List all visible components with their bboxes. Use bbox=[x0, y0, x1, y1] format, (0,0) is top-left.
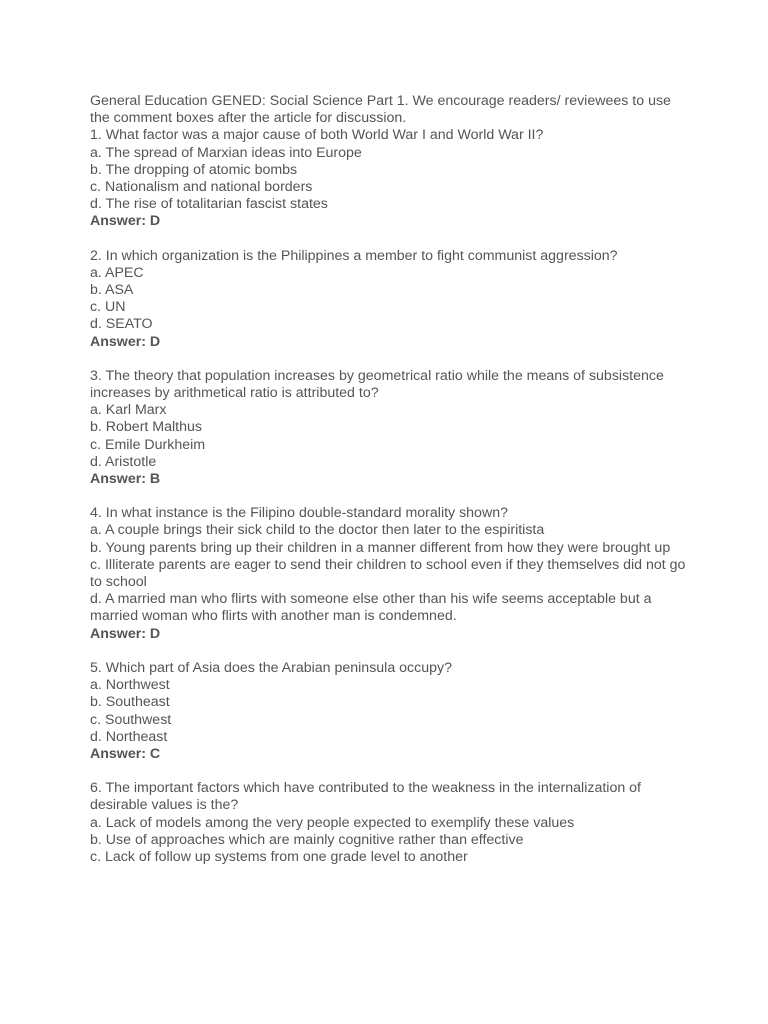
answer-key: Answer: D bbox=[90, 213, 161, 230]
intro-paragraph: General Education GENED: Social Science Part 1. We encourage readers/ reviewees to use the comment boxes after the article for discussion. bbox=[90, 93, 671, 127]
answer-option: c. Illiterate parents are eager to send their children to school even if they themselves did not go to school bbox=[90, 556, 686, 591]
question-block bbox=[90, 780, 690, 866]
answer-key: Answer: D bbox=[90, 333, 161, 350]
answer-option: b. Southeast bbox=[90, 694, 170, 711]
answer-option: b. Young parents bring up their children in a manner different from how they were brought up bbox=[90, 539, 671, 556]
answer-option: d. Aristotle bbox=[90, 453, 157, 470]
answer-option: a. Northwest bbox=[90, 677, 170, 694]
question-block bbox=[90, 248, 690, 351]
answer-option: c. Southwest bbox=[90, 711, 172, 728]
answer-option: a. Karl Marx bbox=[90, 402, 167, 419]
question-block bbox=[90, 368, 690, 488]
answer-key: Answer: B bbox=[90, 471, 161, 488]
answer-option: a. A couple brings their sick child to the doctor then later to the espiritista bbox=[90, 522, 545, 539]
answer-option: a. Lack of models among the very people expected to exemplify these values bbox=[90, 814, 575, 831]
answer-option: a. APEC bbox=[90, 264, 144, 281]
answer-option: c. Emile Durkheim bbox=[90, 436, 206, 453]
answer-option: a. The spread of Marxian ideas into Europe bbox=[90, 144, 362, 161]
question-stem: 4. In what instance is the Filipino double-standard morality shown? bbox=[90, 505, 508, 522]
question-stem: 3. The theory that population increases by geometrical ratio while the means of subsistence increases by arithmetical ratio is attributed to? bbox=[90, 367, 664, 402]
question-block bbox=[90, 660, 690, 763]
answer-key: Answer: C bbox=[90, 745, 161, 762]
question-block bbox=[90, 505, 690, 643]
answer-option: b. ASA bbox=[90, 282, 134, 299]
document-body bbox=[90, 93, 690, 883]
answer-option: d. A married man who flirts with someone else other than his wife seems acceptable but a married woman who flirts with another man is condemned. bbox=[90, 591, 652, 625]
question-stem: 2. In which organization is the Philippines a member to fight communist aggression? bbox=[90, 247, 618, 264]
answer-option: c. UN bbox=[90, 299, 126, 316]
answer-option: d. Northeast bbox=[90, 728, 168, 745]
answer-option: d. SEATO bbox=[90, 316, 153, 333]
answer-option: c. Lack of follow up systems from one grade level to another bbox=[90, 848, 468, 865]
question-stem: 1. What factor was a major cause of both World War I and World War II? bbox=[90, 127, 544, 144]
answer-option: b. The dropping of atomic bombs bbox=[90, 161, 298, 178]
answer-option: b. Robert Malthus bbox=[90, 419, 202, 436]
question-block bbox=[90, 127, 690, 230]
answer-option: b. Use of approaches which are mainly cognitive rather than effective bbox=[90, 831, 524, 848]
answer-key: Answer: D bbox=[90, 625, 161, 642]
answer-option: d. The rise of totalitarian fascist states bbox=[90, 196, 328, 213]
question-stem: 5. Which part of Asia does the Arabian peninsula occupy? bbox=[90, 659, 453, 676]
answer-option: c. Nationalism and national borders bbox=[90, 179, 313, 196]
question-stem: 6. The important factors which have contributed to the weakness in the internalization of desirable values is the? bbox=[90, 780, 641, 814]
